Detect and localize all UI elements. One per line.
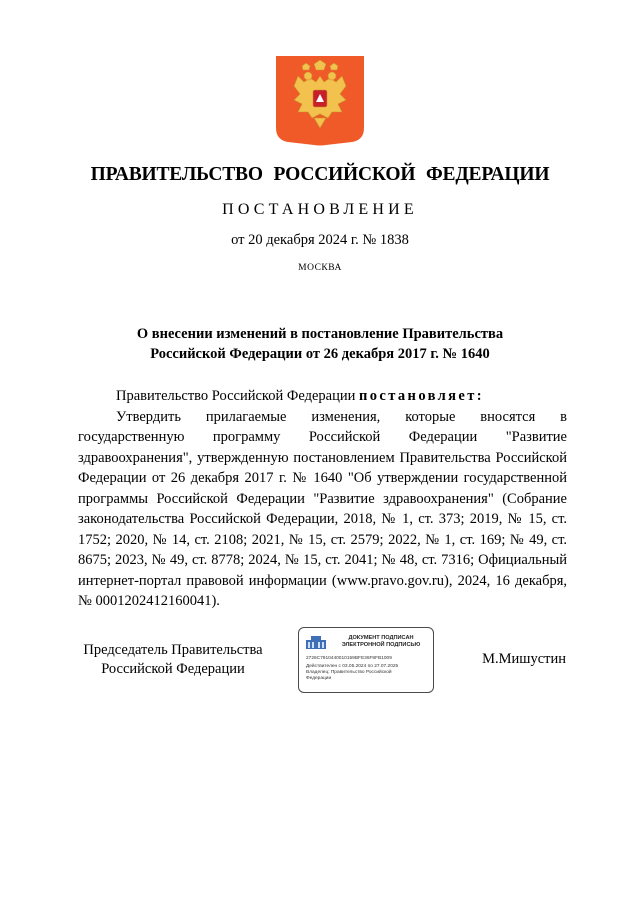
document-date-number: от 20 декабря 2024 г. № 1838 (231, 232, 409, 248)
electronic-signature-stamp (298, 627, 434, 693)
document-type: ПОСТАНОВЛЕНИЕ (222, 201, 418, 218)
signer-position-line-1: Председатель Правительства (83, 642, 263, 658)
signer-position (78, 641, 268, 679)
signer-name: М.Мишустин (482, 651, 566, 667)
coat-of-arms-icon (276, 56, 364, 146)
government-title: ПРАВИТЕЛЬСТВО РОССИЙСКОЙ ФЕДЕРАЦИИ (90, 164, 550, 185)
stamp-title (331, 635, 431, 649)
subject-line-1: О внесении изменений в постановление Правительства (136, 326, 504, 342)
signer-position-line-2: Российской Федерации (101, 661, 245, 677)
document-body (78, 386, 567, 612)
decree-word: постановляет: (358, 388, 485, 404)
decree-paragraph: Утвердить прилагаемые изменения, которые вносятся в государственную программу Российской Федерации "Развитие здравоохранения", утвержденную постановлением Правительства Российской Федерации от 26 декабря 2017 г. № 1640 "Об утверждении государственной программы Российской Федерации "Развитие здравоохранения" (Собрание законодательства Российской Федерации, 2018, № 1, ст. 373; 2019, № 15, ст. 1752; 2020, № 14, ст. 2108; 2021, № 15, ст. 2579; 2022, № 1, ст. 169; № 49, ст. 8675; 2023, № 49, ст. 8778; 2024, № 15, ст. 2041; № 48, ст. 7316; Официальный интернет-портал правовой информации (www.pravo.gov.ru), 2024, 16 декабря, № 0001202412160041). (78, 408, 567, 609)
stamp-serial: 2726C7910440010159BFE36F8FB1009 (306, 656, 392, 661)
stamp-owner-line-1: Владелец: Правительство Российской (306, 670, 392, 675)
building-icon (305, 634, 327, 650)
stamp-owner-line-2: Федерации (306, 676, 332, 681)
decree-intro-text: Правительство Российской Федерации (116, 388, 359, 404)
stamp-validity: Действителен с 03.05.2024 по 27.07.2025 (306, 664, 399, 669)
document-subject (60, 324, 580, 364)
stamp-title-line-2: ЭЛЕКТРОННОЙ ПОДПИСЬЮ (341, 642, 421, 648)
stamp-title-line-1: ДОКУМЕНТ ПОДПИСАН (348, 635, 414, 641)
subject-line-2: Российской Федерации от 26 декабря 2017 г. № 1640 (150, 346, 490, 362)
city: МОСКВА (298, 263, 342, 273)
decree-intro (78, 386, 567, 407)
